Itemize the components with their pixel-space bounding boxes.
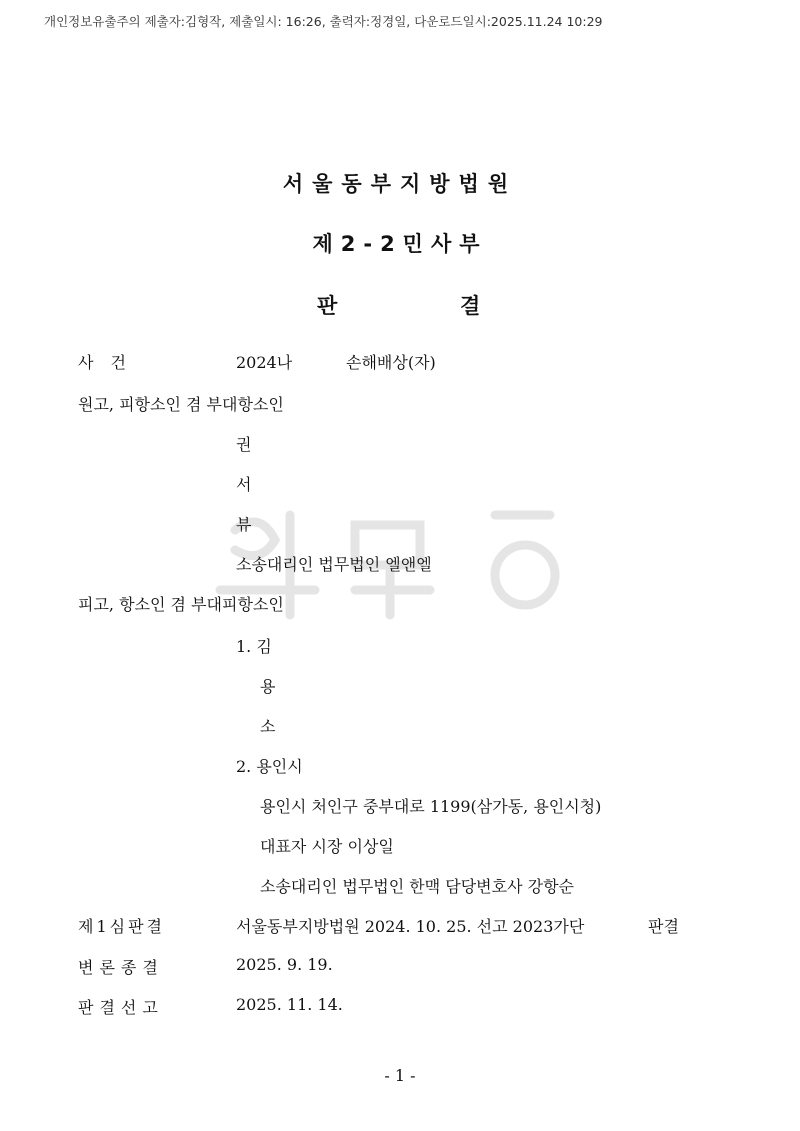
plaintiff-name-2: 서 [236,475,252,494]
page-number: - 1 - [384,1066,416,1085]
defendant-label: 피고, 항소인 겸 부대피항소인 [78,595,284,614]
defendant-1-line2: 용 [260,677,276,696]
defendant-2-name: 2. 용인시 [236,757,303,776]
first-instance-label: 제1심판결 [78,917,166,936]
defendant-1-line1: 1. 김 [236,637,272,656]
plaintiff-name-1: 권 [236,435,252,454]
case-name: 손해배상(자) [346,353,436,372]
defendant-2-rep: 대표자 시장 이상일 [260,837,394,856]
first-instance-value: 서울동부지방법원 2024. 10. 25. 선고 2023가단 [236,917,585,936]
court-name: 서울동부지방법원 [282,172,518,196]
division-name: 제2-2민사부 [312,232,488,256]
plaintiff-label: 원고, 피항소인 겸 부대항소인 [78,395,284,414]
title-pan: 판 [317,294,338,318]
case-number: 2024나 [236,353,293,372]
defendant-1-line3: 소 [260,717,276,736]
decision-label: 판결선고 [78,998,164,1017]
closing-value: 2025. 9. 19. [236,955,333,974]
plaintiff-counsel: 소송대리인 법무법인 엘앤엘 [236,555,432,574]
defendant-2-address: 용인시 처인구 중부대로 1199(삼가동, 용인시청) [260,797,602,816]
download-header: 개인정보유출주의 제출자:김형작, 제출일시: 16:26, 출력자:정경일, 다운로드일시:2025.11.24 10:29 [44,14,603,29]
decision-value: 2025. 11. 14. [236,995,343,1014]
title-gyeol: 결 [460,294,481,318]
defendant-2-counsel: 소송대리인 법무법인 한맥 담당변호사 강항순 [260,877,575,896]
case-label: 사 건 [78,353,132,372]
plaintiff-name-3: 뷰 [236,515,252,534]
closing-label: 변론종결 [78,958,164,977]
first-instance-suffix: 판결 [648,917,679,936]
